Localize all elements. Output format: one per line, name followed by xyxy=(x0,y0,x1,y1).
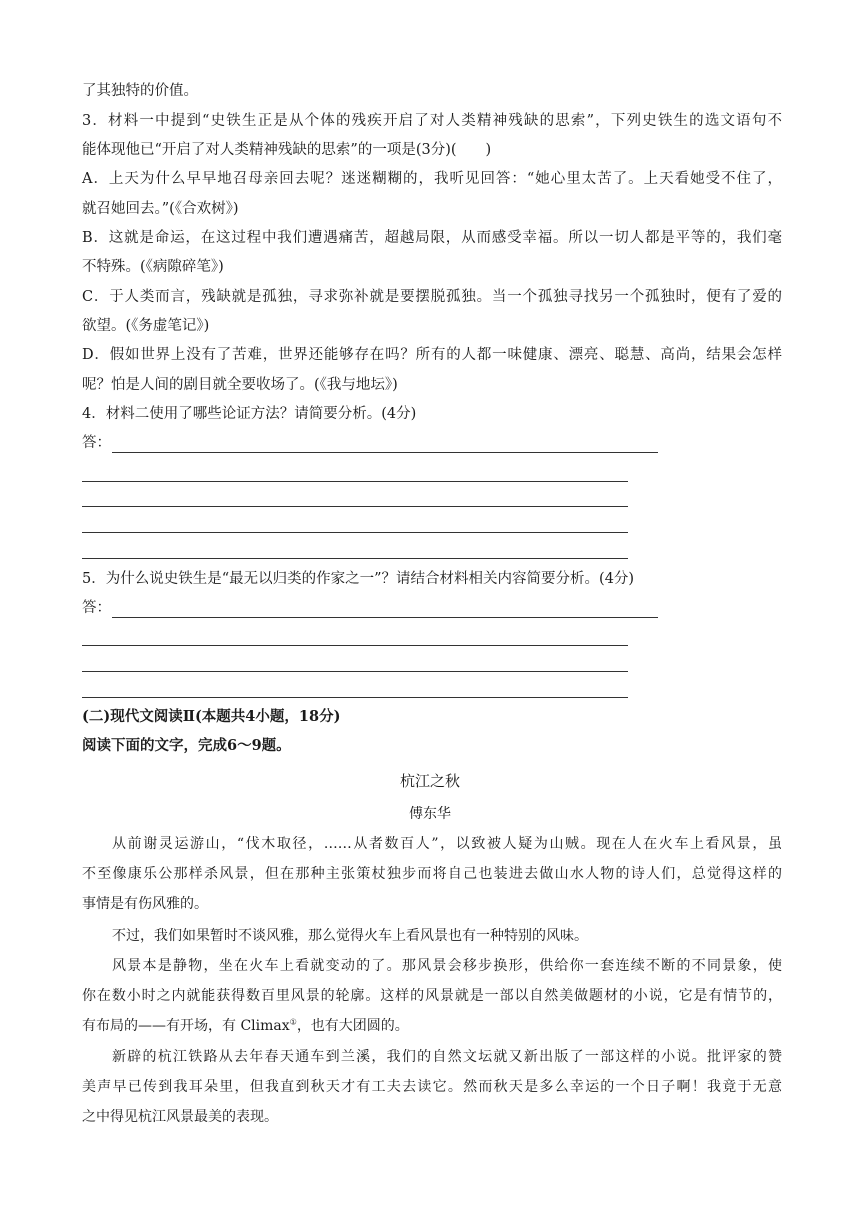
section-heading: (二)现代文阅读Ⅱ(本题共4小题，18分) xyxy=(82,708,341,725)
q5-answer-line-2[interactable] xyxy=(82,645,628,646)
q5-question: 5．为什么说史铁生是“最无以归类的作家之一”？请结合材料相关内容简要分析。(4分) xyxy=(82,571,635,587)
q4-question: 4．材料二使用了哪些论证方法？请简要分析。(4分) xyxy=(82,406,417,422)
article-p3-line-2: 你在数小时之内就能获得数百里风景的轮廓。这样的风景就是一部以自然美做题材的小说，它是有情节的， xyxy=(82,988,782,1004)
q4-answer-line-3[interactable] xyxy=(82,506,628,507)
q5-answer-label: 答： xyxy=(82,600,111,616)
q3-option-c-line-1: C．于人类而言，残缺就是孤独，寻求弥补就是要摆脱孤独。当一个孤独寻找另一个孤独时，便有了爱的 xyxy=(82,289,782,305)
article-p3-line-3 xyxy=(82,1015,782,1037)
q3-option-d-line-2: 呢？怕是人间的剧目就全要收场了。(《我与地坛》) xyxy=(82,377,398,393)
footnote-marker: ① xyxy=(289,1017,297,1027)
q3-option-a-line-2: 就召她回去。”(《合欢树》) xyxy=(82,201,239,217)
q3-line-1: 3．材料一中提到“史铁生正是从个体的残疾开启了对人类精神残缺的思索”，下列史铁生的选文语句不 xyxy=(82,113,782,129)
q4-answer-line-4[interactable] xyxy=(82,532,628,533)
q4-answer-line-1[interactable] xyxy=(112,452,658,453)
q4-answer-line-2[interactable] xyxy=(82,481,628,482)
article-p1-line-1: 从前谢灵运游山，“伐木取径，……从者数百人”，以致被人疑为山贼。现在人在火车上看风景，虽 xyxy=(112,836,782,852)
article-p2-line-1: 不过，我们如果暂时不谈风雅，那么觉得火车上看风景也有一种特别的风味。 xyxy=(112,928,588,944)
q5-answer-line-3[interactable] xyxy=(82,671,628,672)
article-p3-line-3-text-b: ，也有大团圆的。 xyxy=(296,1018,409,1034)
article-p1-line-3: 事情是有伤风雅的。 xyxy=(82,896,208,912)
article-title: 杭江之秋 xyxy=(399,772,460,790)
article-p4-line-2: 美声早已传到我耳朵里，但我直到秋天才有工夫去读它。然而秋天是多么幸运的一个日子啊！我竟于无意 xyxy=(82,1079,782,1095)
article-author: 傅东华 xyxy=(409,806,451,822)
q5-answer-line-4[interactable] xyxy=(82,697,628,698)
article-p4-line-3: 之中得见杭江风景最美的表现。 xyxy=(82,1109,278,1125)
article-p1-line-2: 不至像康乐公那样杀风景，但在那种主张策杖独步而将自己也装进去做山水人物的诗人们，总觉得这样的 xyxy=(82,866,782,882)
article-p3-line-1: 风景本是静物，坐在火车上看就变动的了。那风景会移步换形，供给你一套连续不断的不同景象，使 xyxy=(112,958,782,974)
q4-answer-label: 答： xyxy=(82,435,111,451)
q5-answer-line-1[interactable] xyxy=(112,617,658,618)
article-p4-line-1: 新辟的杭江铁路从去年春天通车到兰溪，我们的自然文坛就又新出版了一部这样的小说。批评家的赞 xyxy=(112,1049,782,1065)
q4-answer-line-5[interactable] xyxy=(82,558,628,559)
article-p3-line-3-text-a: 有布局的——有开场，有 Climax xyxy=(82,1018,290,1034)
q3-option-c-line-2: 欲望。(《务虚笔记》) xyxy=(82,318,210,334)
q3-option-a-line-1: A．上天为什么早早地召母亲回去呢？迷迷糊糊的，我听见回答：“她心里太苦了。上天看她受不住了， xyxy=(82,171,782,187)
q3-option-b-line-2: 不特殊。(《病隙碎笔》) xyxy=(82,259,224,275)
section-instruction: 阅读下面的文字，完成6～9题。 xyxy=(82,737,291,754)
intro-tail: 了其独特的价值。 xyxy=(82,83,198,99)
q3-option-b-line-1: B．这就是命运，在这过程中我们遭遇痛苦，超越局限，从而感受幸福。所以一切人都是平等的，我们毫 xyxy=(82,230,782,246)
q3-line-2: 能体现他已“开启了对人类精神残缺的思索”的一项是(3分)( ) xyxy=(82,142,492,158)
q3-option-d-line-1: D．假如世界上没有了苦难，世界还能够存在吗？所有的人都一味健康、漂亮、聪慧、高尚，结果会怎样 xyxy=(82,347,782,363)
